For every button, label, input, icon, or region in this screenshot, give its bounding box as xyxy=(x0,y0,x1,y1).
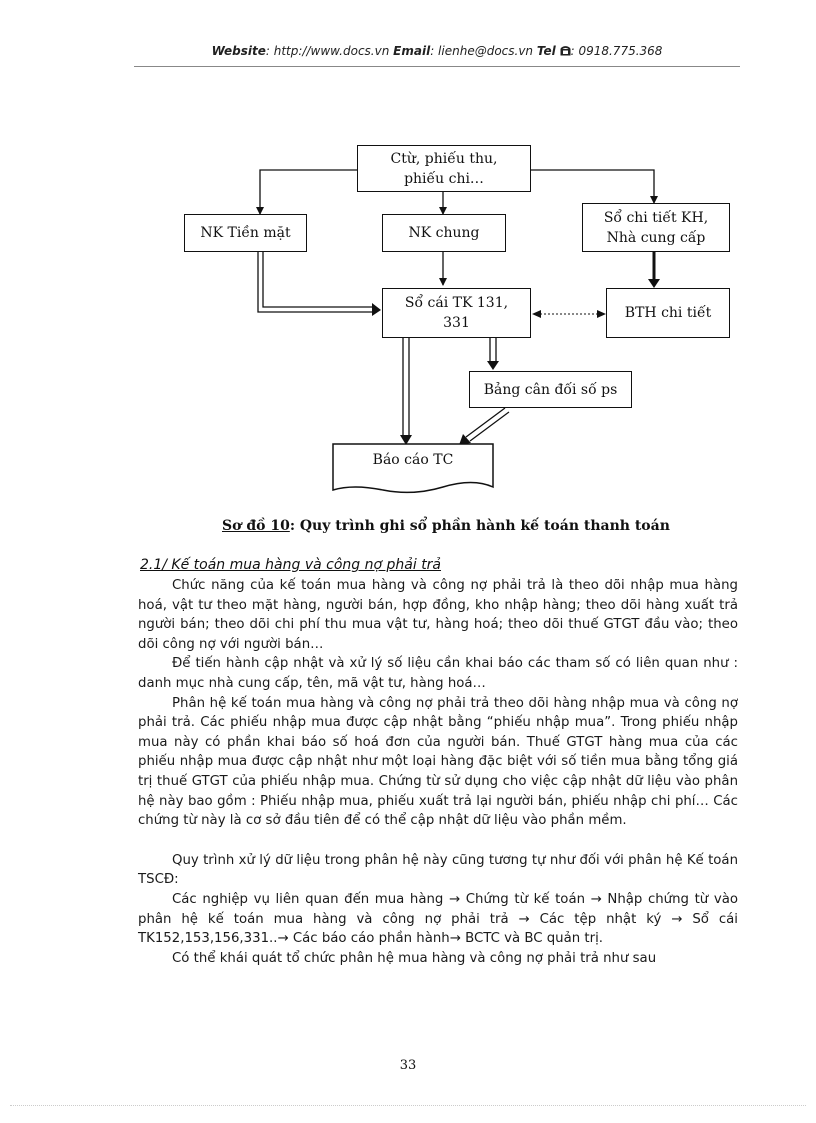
arrow-source-to-detail-ledger xyxy=(531,170,654,203)
general-ledger-label: Sổ cái TK 131, 331 xyxy=(404,295,509,331)
tel-value: : 0918.775.368 xyxy=(570,44,663,58)
nk-general-label: NK chung xyxy=(408,225,480,241)
paragraph: Chức năng của kế toán mua hàng và công nợ phải trả là theo dõi nhập mua hàng hoá, vật tư theo mặt hàng, người bán, hợp đồng, kho nhập hàng; theo dõi hàng xuất trả người bán; theo dõi chi phí thu mua vật tư, hàng hoá; theo dõi thuế GTGT đầu vào; theo dõi công nợ với người bán… xyxy=(138,578,738,652)
section-title: 2.1/ Kế toán mua hàng và công nợ phải trả xyxy=(140,557,442,573)
arrow-nk-cash-to-ledger xyxy=(258,251,372,312)
paragraph: Các nghiệp vụ liên quan đến mua hàng → Chứng từ kế toán → Nhập chứng từ vào phân hệ kế toán mua hàng và công nợ phải trả → Các tệp nhật ký → Sổ cái TK152,153,156,331..→ Các báo cáo phần hành→ BCTC và BC quản trị. xyxy=(138,891,738,947)
paragraph: Có thể khái quát tổ chức phân hệ mua hàng và công nợ phải trả như sau xyxy=(172,950,657,966)
caption-label: Sơ đồ 10 xyxy=(222,518,290,534)
financial-report-label: Báo cáo TC xyxy=(372,452,454,468)
caption-text: : Quy trình ghi sổ phần hành kế toán thanh toán xyxy=(289,518,670,534)
paragraph: Quy trình xử lý dữ liệu trong phân hệ này cũng tương tự như đối với phân hệ Kế toán TSCĐ: xyxy=(138,852,738,888)
source-documents-box xyxy=(357,145,531,192)
paragraph: Phân hệ kế toán mua hàng và công nợ phải trả theo dõi hàng nhập mua và công nợ phải trả. Các phiếu nhập mua được cập nhật bằng “phiếu nhập mua”. Trong phiếu nhập mua này có phần khai báo số hoá đơn của người bán. Thuế GTGT hàng mua của các phiếu nhập mua được cập nhật như một loại hàng đặc biệt với số tiền mua bằng tổng giá trị thuế GTGT của phiếu nhập mua. Chứng từ sử dụng cho việc cập nhật dữ liệu vào phân hệ này bao gồm : Phiếu nhập mua, phiếu xuất trả lại người bán, phiếu nhập chi phí… Các chứng từ này là cơ sở đầu tiên để có thể cập nhật dữ liệu vào phần mềm. xyxy=(138,695,738,829)
tel-label: Tel xyxy=(536,44,556,58)
page-number: 33 xyxy=(399,1058,417,1073)
arrow-ledger-to-trial-balance xyxy=(490,338,496,362)
email-label: Email xyxy=(393,44,431,58)
trial-balance-label: Bảng cân đối số ps xyxy=(483,381,618,398)
website-label: Website xyxy=(211,44,266,58)
source-documents-label: Ctừ, phiếu thu, phiếu chi… xyxy=(390,150,498,187)
nk-cash-label: NK Tiền mặt xyxy=(200,225,291,241)
website-url: : http://www.docs.vn xyxy=(265,44,390,58)
diagram-caption xyxy=(222,518,670,534)
paragraph: Để tiến hành cập nhật và xử lý số liệu cần khai báo các tham số có liên quan như : danh mục nhà cung cấp, tên, mã vật tư, hàng hoá… xyxy=(138,656,738,691)
arrow-source-to-nk-cash xyxy=(260,170,357,214)
page-bottom-divider xyxy=(10,1105,806,1106)
detail-summary-box xyxy=(606,288,730,338)
detail-summary-label: BTH chi tiết xyxy=(624,305,712,321)
arrow-ledger-to-report xyxy=(403,338,409,436)
email-value: : lienhe@docs.vn xyxy=(430,44,534,58)
detail-ledger-box xyxy=(582,203,730,252)
flow-diagram xyxy=(0,0,816,520)
arrow-trial-balance-to-report xyxy=(466,408,509,441)
body-text xyxy=(138,576,738,968)
detail-ledger-label: Sổ chi tiết KH, Nhà cung cấp xyxy=(603,209,709,246)
nk-general-box xyxy=(382,214,506,252)
nk-cash-box xyxy=(184,214,307,252)
trial-balance-box xyxy=(469,371,632,408)
general-ledger-box xyxy=(382,288,531,338)
